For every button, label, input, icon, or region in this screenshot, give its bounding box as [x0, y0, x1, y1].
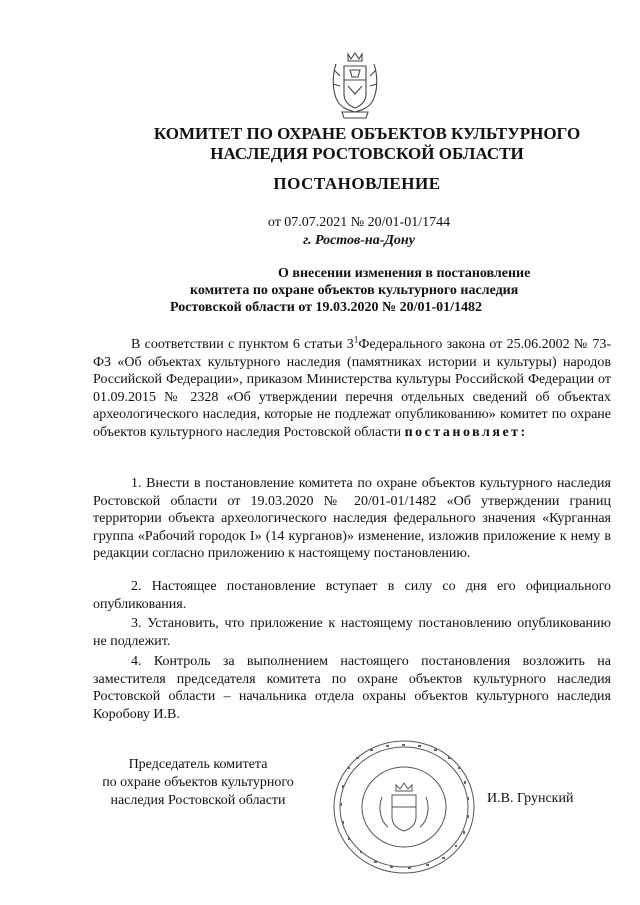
signatory-name: И.В. Грунский [487, 791, 574, 806]
signatory-position-line2: по охране объектов культурного [102, 775, 294, 790]
official-seal-icon [330, 737, 478, 877]
signatory-position-line3: наследия Ростовской области [110, 793, 286, 808]
preamble-text-a: В соответствии с пунктом 6 статьи 3 [131, 337, 354, 352]
signatory-position [88, 756, 308, 810]
signatory-position-line1: Председатель комитета [128, 757, 268, 772]
agency-name-line1: КОМИТЕТ ПО ОХРАНЕ ОБЪЕКТОВ КУЛЬТУРНОГО [153, 124, 581, 143]
preamble-paragraph [93, 336, 611, 441]
resolves-keyword: постановляет: [404, 424, 528, 440]
clause-1: 1. Внести в постановление комитета по охране объектов культурного наследия Ростовской области от 19.03.2020 № 20/01-01/1482 «Об утверждении границ территории объекта археологического наследия федерального значения «Курганная группа «Рабочий городок I» (14 курганов)» изменение, изложив приложение к нему в редакции согласно приложению к настоящему постановлению. [93, 476, 611, 561]
preamble-superscript: 1 [353, 334, 359, 345]
document-city: г. Ростов-на-Дону [303, 233, 415, 248]
subject-line3: Ростовской области от 19.03.2020 № 20/01-01/1482 [170, 300, 483, 315]
subject-line1: О внесении изменения в постановление [278, 266, 531, 281]
clause-3: 3. Установить, что приложение к настоящему постановлению опубликованию не подлежит. [93, 616, 611, 649]
clause-4: 4. Контроль за выполнением настоящего постановления возложить на заместителя председателя комитета по охране объектов культурного наследия Ростовской области – начальника отдела охраны объектов культурного наследия Коробову И.В. [93, 654, 611, 722]
document-type-title: ПОСТАНОВЛЕНИЕ [273, 174, 441, 193]
coat-of-arms-icon [330, 50, 380, 122]
clause-2: 2. Настоящее постановление вступает в силу со дня его официального опубликования. [93, 579, 611, 612]
preamble-text-b: Федерального закона от 25.06.2002 № 73-ФЗ «Об объектах культурного наследия (памятниках истории и культуры) народов Российской Федерации», приказом Министерства культуры Российской Федерации от 01.09.2015 № 2328 «Об утверждении перечня отдельных сведений об объектах археологического наследия, которые не подлежат опубликованию» комитет по охране объектов культурного наследия Ростовской области [93, 337, 611, 440]
subject-line2: комитета по охране объектов культурного наследия [190, 283, 519, 298]
agency-name-line2: НАСЛЕДИЯ РОСТОВСКОЙ ОБЛАСТИ [210, 144, 524, 163]
document-date-number: от 07.07.2021 № 20/01-01/1744 [267, 215, 451, 230]
document-subject [170, 265, 590, 316]
